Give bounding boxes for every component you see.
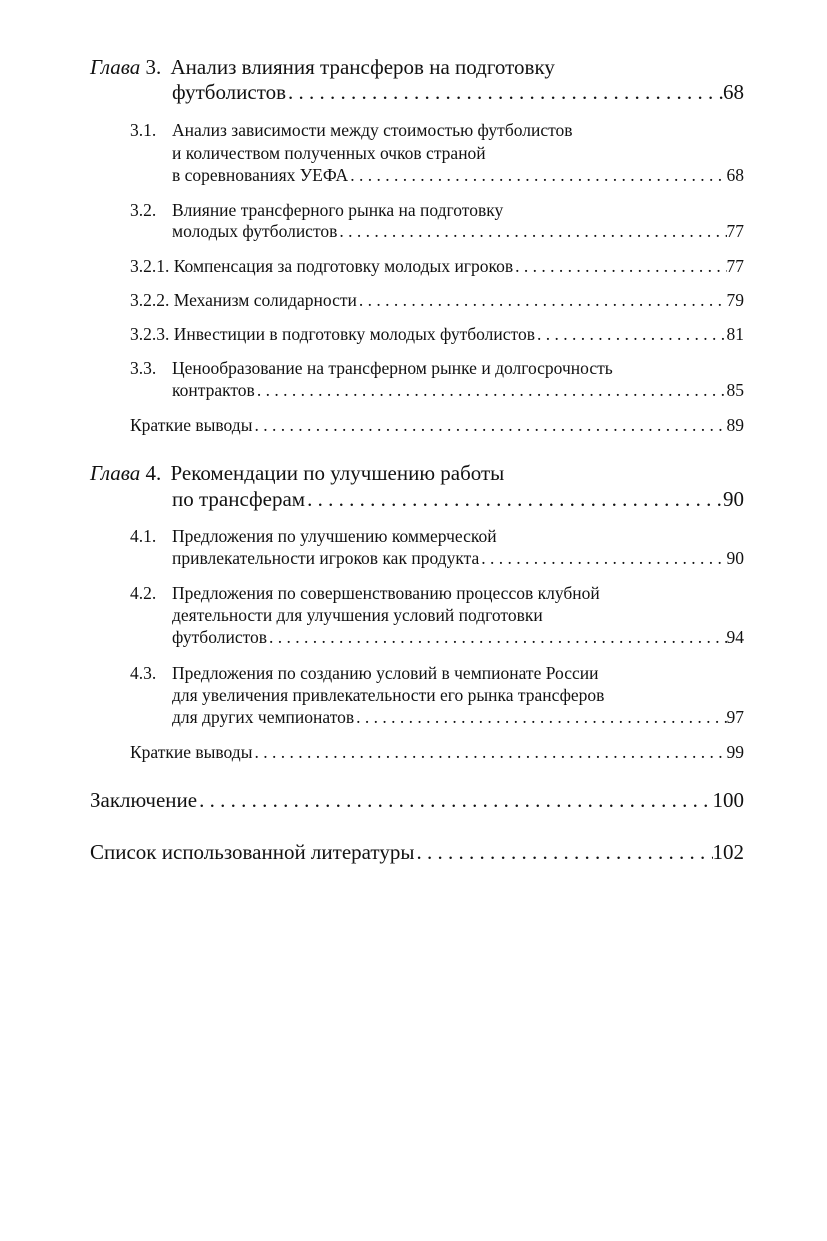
toc-entry[interactable] [130,742,744,763]
page-number: 68 [726,165,744,185]
toc-entry[interactable] [130,415,744,436]
entry-title: Краткие выводы [130,742,253,762]
section-number: 4.1. [130,526,157,546]
leader-dots [197,788,712,813]
chapter-title-line2: по трансферам [172,487,306,511]
chapter-3-entry[interactable] [172,80,744,105]
page-number: 81 [726,324,744,344]
leader-dots [252,415,726,436]
page-number: 102 [712,840,744,864]
leader-dots [286,80,723,105]
bibliography-entry[interactable] [90,840,744,865]
chapter-title-line1: Рекомендации по улучшению работы [170,461,505,485]
entry-title: 3.2.2. Механизм солидарности [130,290,357,310]
section-number: 3.2. [130,200,157,220]
section-line: Анализ зависимости между стоимостью футболистов [172,120,573,140]
leader-dots [305,487,723,512]
chapter-prefix: Глава [90,55,141,79]
page-number: 100 [712,788,744,812]
entry-title: контрактов [172,380,255,400]
leader-dots [479,548,726,569]
chapter-title-line1: Анализ влияния трансферов на подготовку [170,55,555,79]
leader-dots [414,840,712,865]
section-line: Предложения по улучшению коммерческой [172,526,497,546]
chapter-4-entry[interactable] [172,487,744,512]
section-number: 4.2. [130,583,157,603]
page-number: 90 [723,487,744,511]
chapter-3-heading [90,55,555,80]
section-number: 4.3. [130,663,157,683]
leader-dots [255,380,727,401]
page-number: 89 [726,415,744,435]
section-line: Влияние трансферного рынка на подготовку [172,200,504,220]
entry-title: молодых футболистов [172,221,338,241]
page-number: 85 [726,380,744,400]
page-number: 94 [726,627,744,647]
leader-dots [267,627,726,648]
section-line: и количеством полученных очков страной [172,143,486,163]
chapter-number: 4. [145,461,162,485]
page-number: 68 [723,80,744,104]
entry-title: Заключение [90,788,198,812]
section-line: Предложения по созданию условий в чемпионате России [172,663,599,683]
leader-dots [348,165,726,186]
entry-title: для других чемпионатов [172,707,355,727]
section-number: 3.3. [130,358,157,378]
chapter-title-line2: футболистов [172,80,287,104]
toc-entry[interactable] [172,380,744,401]
leader-dots [513,256,726,277]
toc-entry[interactable] [172,707,744,728]
entry-title: в соревнованиях УЕФА [172,165,349,185]
leader-dots [354,707,726,728]
entry-title: футболистов [172,627,268,647]
page-number: 99 [726,742,744,762]
conclusion-entry[interactable] [90,788,744,813]
toc-entry[interactable] [130,256,744,277]
page-number: 77 [726,221,744,241]
leader-dots [535,324,727,345]
section-number: 3.1. [130,120,157,140]
toc-entry[interactable] [130,324,744,345]
toc-entry[interactable] [172,627,744,648]
chapter-number: 3. [145,55,162,79]
entry-title: привлекательности игроков как продукта [172,548,480,568]
leader-dots [357,290,727,311]
entry-title: Список использованной литературы [90,840,415,864]
leader-dots [252,742,726,763]
page-number: 77 [726,256,744,276]
leader-dots [337,221,726,242]
page-number: 79 [726,290,744,310]
toc-entry[interactable] [172,221,744,242]
page-number: 90 [726,548,744,568]
entry-title: Краткие выводы [130,415,253,435]
toc-entry[interactable] [172,548,744,569]
toc-entry[interactable] [130,290,744,311]
page-number: 97 [726,707,744,727]
chapter-4-heading [90,461,504,486]
chapter-prefix: Глава [90,461,141,485]
entry-title: 3.2.3. Инвестиции в подготовку молодых футболистов [130,324,535,344]
section-line: Предложения по совершенствованию процессов клубной [172,583,600,603]
toc-entry[interactable] [172,165,744,186]
entry-title: 3.2.1. Компенсация за подготовку молодых игроков [130,256,514,276]
section-line: Ценообразование на трансферном рынке и долгосрочность [172,358,613,378]
section-line: для увеличения привлекательности его рынка трансферов [172,685,605,705]
section-line: деятельности для улучшения условий подготовки [172,605,543,625]
